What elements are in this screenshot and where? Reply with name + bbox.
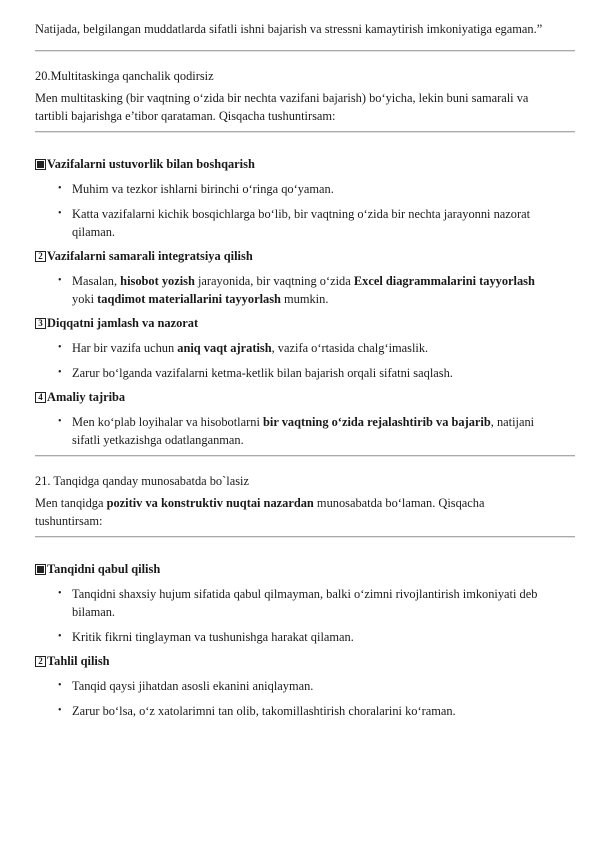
list-item: • Tanqid qaysi jihatdan asosli ekanini aniqlayman.: [58, 679, 314, 693]
section-heading-text: Tahlil qilish: [47, 654, 110, 668]
bullet-icon: •: [58, 183, 62, 194]
list-item: • Har bir vazifa uchun aniq vaqt ajratish, vazifa o‘rtasida chalg‘imaslik.: [58, 341, 429, 355]
list-item: • Zarur bo‘lganda vazifalarni ketma-ketlik bilan bajarish orqali sifatni saqlash.: [58, 366, 453, 380]
question-21-intro: Men tanqidga pozitiv va konstruktiv nuqtai nazardan munosabatda bo‘laman. Qisqacha tushuntirsam:: [35, 496, 485, 528]
question-21-title: 21. Tanqidga qanday munosabatda bo`lasiz: [35, 474, 249, 488]
bullet-list: [35, 677, 575, 720]
bullet-icon: •: [58, 416, 62, 427]
number-2-icon: 2: [35, 251, 46, 262]
bullet-list: [35, 339, 575, 382]
section-heading: [35, 560, 575, 578]
section-heading: [35, 388, 575, 406]
bullet-icon: •: [58, 705, 62, 716]
list-item: • Zarur bo‘lsa, o‘z xatolarimni tan olib, takomillashtirish choralarini ko‘raman.: [58, 704, 456, 718]
section-heading: [35, 247, 575, 265]
bullet-icon: •: [58, 367, 62, 378]
number-3-icon: 3: [35, 318, 46, 329]
bullet-list: [35, 585, 575, 646]
list-item: • Masalan, hisobot yozish jarayonida, bir vaqtning o‘zida Excel diagrammalarini tayyorlash yoki taqdimot materiallarini tayyorlash mumkin.: [58, 274, 535, 306]
question-20-title: 20.Multitaskinga qanchalik qodirsiz: [35, 69, 214, 83]
top-paragraph: Natijada, belgilangan muddatlarda sifatli ishni bajarish va stressni kamaytirish imkoniyatiga egaman.”: [35, 22, 543, 36]
bullet-list: [35, 272, 575, 308]
section-heading-text: Vazifalarni samarali integratsiya qilish: [47, 249, 253, 263]
bullet-icon: •: [58, 631, 62, 642]
section-heading-text: Tanqidni qabul qilish: [47, 562, 161, 576]
section-heading: [35, 155, 575, 173]
bullet-icon: •: [58, 342, 62, 353]
bullet-icon: •: [58, 680, 62, 691]
list-item: • Katta vazifalarni kichik bosqichlarga bo‘lib, bir vaqtning o‘zida bir nechta jarayonni nazorat qilaman.: [58, 207, 531, 239]
list-item: • Men ko‘plab loyihalar va hisobotlarni bir vaqtning o‘zida rejalashtirib va bajarib, natijani sifatli yetkazishga odatlanganman.: [58, 415, 535, 447]
document-page: [35, 20, 575, 720]
bullet-icon: •: [58, 275, 62, 286]
number-1-icon: [35, 564, 46, 575]
list-item: • Tanqidni shaxsiy hujum sifatida qabul qilmayman, balki o‘zimni rivojlantirish imkoniyati deb bilaman.: [58, 587, 538, 619]
section-heading-text: Diqqatni jamlash va nazorat: [47, 316, 199, 330]
bullet-list: [35, 180, 575, 241]
section-heading: [35, 652, 575, 670]
number-1-icon: [35, 159, 46, 170]
number-2-icon: 2: [35, 656, 46, 667]
section-heading: [35, 314, 575, 332]
bullet-icon: •: [58, 588, 62, 599]
question-20-intro: Men multitasking (bir vaqtning o‘zida bir nechta vazifani bajarish) bo‘yicha, lekin buni samarali va tartibli bajarishga e’tibor qarataman. Qisqacha tushuntirsam:: [35, 91, 529, 123]
list-item: • Kritik fikrni tinglayman va tushunishga harakat qilaman.: [58, 630, 354, 644]
section-heading-text: Vazifalarni ustuvorlik bilan boshqarish: [47, 157, 255, 171]
bullet-icon: •: [58, 208, 62, 219]
number-4-icon: 4: [35, 392, 46, 403]
bullet-list: [35, 413, 575, 449]
list-item: • Muhim va tezkor ishlarni birinchi o‘ringa qo‘yaman.: [58, 182, 334, 196]
section-heading-text: Amaliy tajriba: [47, 390, 126, 404]
